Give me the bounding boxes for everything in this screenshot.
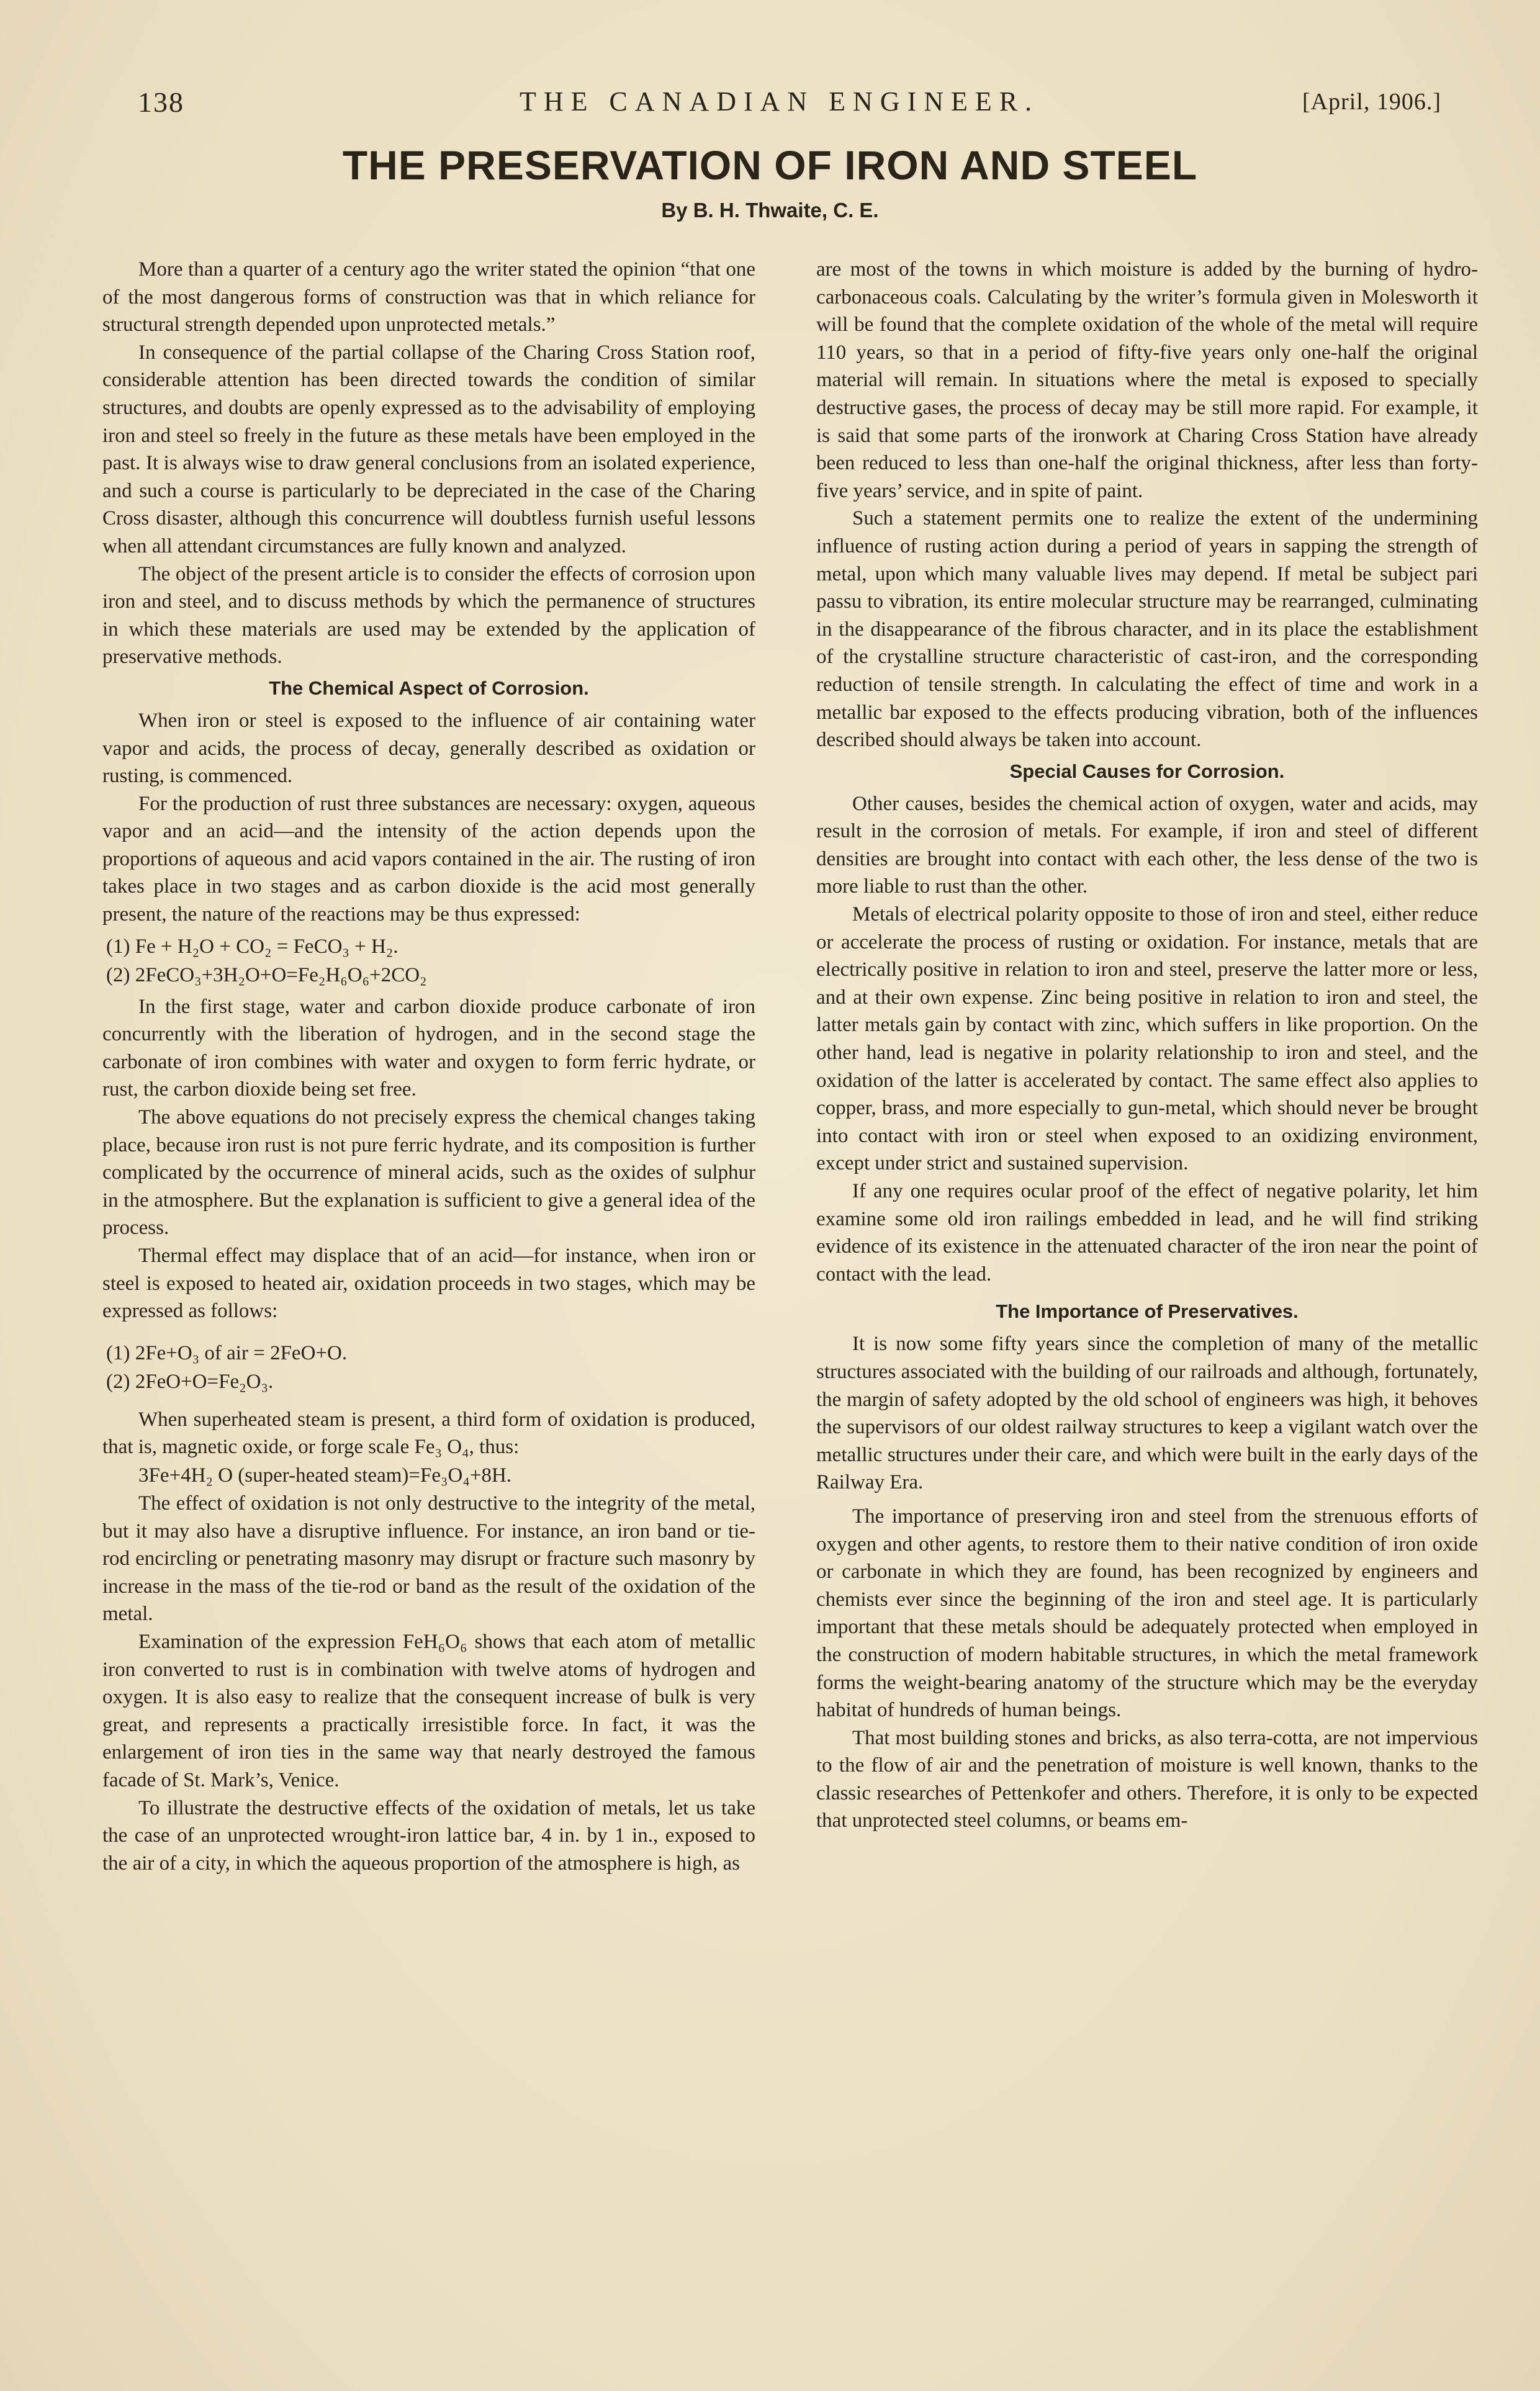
paragraph: When superheated steam is present, a third form of oxidation is produced, that is, magnetic oxide, or forge scale Fe₃ O₄, thus: [102,1408,755,1459]
section-heading: Special Causes for Corrosion. [1009,760,1285,782]
equation: (1) 2Fe+O₃ of air = 2FeO+O. [106,1341,348,1364]
running-head [138,86,1441,129]
article-byline: By B. H. Thwaite, C. E. [661,199,879,222]
paragraph: To illustrate the destructive effects of the oxidation of metals, let us take the case of an unprotected wrought-iron lattice bar, 4 in. by 1 in., exposed to the air of a city, in which the aqueous proportion of the atmosphere is high, as [102,1796,755,1875]
left-column [102,256,755,1877]
equation-block [102,1339,755,1396]
equation: 3Fe+4H₂ O (super-heated steam)=Fe₃O₄+8H. [138,1464,512,1487]
paragraph: are most of the towns in which moisture is added by the burning of hydro-carbonaceous coals. Calculating by the writer’s formula given in Molesworth it will be found that the complete oxidation of the whole of the metal will require 110 years, so that in a period of fifty-five years only one-half the original material will remain. In situations where the metal is exposed to specially destructive gases, the process of decay may be still more rapid. For example, it is said that some parts of the ironwork at Charing Cross Station have already been reduced to less than one-half the original thickness, after less than forty-five years’ service, and in spite of paint. [816,258,1478,502]
paragraph: In the first stage, water and carbon dioxide produce carbonate of iron concurrently with the liberation of hydrogen, and in the second stage the carbonate of iron combines with water and oxygen to form ferric hydrate, or rust, the carbon dioxide being set free. [102,995,755,1101]
equation: (2) 2FeCO₃+3H₂O+O=Fe₂H₆O₆+2CO₂ [106,963,427,986]
page-number: 138 [138,86,184,118]
right-column [816,256,1478,1835]
equation-block [102,932,755,989]
paragraph: It is now some fifty years since the completion of many of the metallic structures associated with the building of our railroads and although, fortunately, the margin of safety adopted by the old school of engineers was high, it behoves the supervisors of our oldest railway structures to keep a vigilant watch over the metallic structures under their care, and which were built in the early days of the Railway Era. [816,1333,1478,1494]
paragraph: In consequence of the partial collapse of the Charing Cross Station roof, considerable attention has been directed towards the condition of similar structures, and doubts are openly expressed as to the advisability of employing iron and steel so freely in the future as these metals have been employed in the past. It is always wise to draw general conclusions from an isolated experience, and such a course is particularly to be depreciated in the case of the Charing Cross disaster, although this concurrence will doubtless furnish useful lessons when all attendant circumstances are fully known and analyzed. [102,341,755,557]
paragraph: The object of the present article is to consider the effects of corrosion upon iron and steel, and to discuss methods by which the permanence of structures in which these materials are used may be extended by the application of preservative methods. [102,562,755,669]
paragraph: Other causes, besides the chemical action of oxygen, water and acids, may result in the corrosion of metals. For example, if iron and steel of different densities are brought into contact with each other, the less dense of the two is more liable to rust than the other. [816,792,1478,898]
paragraph: Such a statement permits one to realize the extent of the undermining influence of rusting action during a period of years in sapping the strength of metal, upon which many valuable lives may depend. If metal be subject pari passu to vibration, its entire molecular structure may be rearranged, culminating in the disappearance of the fibrous character, and in its place the establishment of the crystalline structure characteristic of cast-iron, and the corresponding reduction of tensile strength. In calculating the effect of time and work in a metallic bar exposed to the effects producing vibration, both of the influences described should always be taken into account. [816,507,1478,752]
paragraph: Metals of electrical polarity opposite to those of iron and steel, either reduce or accelerate the process of rusting or oxidation. For instance, metals that are electrically positive in relation to iron and steel, preserve the latter more or less, and at their own expense. Zinc being positive in relation to iron and steel, the latter metals gain by contact with zinc, which suffers in like proportion. On the other hand, lead is negative in polarity relationship to iron and steel, and the oxidation of the latter is accelerated by contact. The same effect also applies to copper, brass, and more especially to gun-metal, which should never be brought into contact with iron or steel when exposed to an oxidizing environment, except under strict and sustained supervision. [816,903,1478,1175]
equation-block [102,1461,755,1490]
paragraph: If any one requires ocular proof of the effect of negative polarity, let him examine some old iron railings embedded in lead, and he will find striking evidence of its existence in the attenuated character of the iron near the point of contact with the lead. [816,1180,1478,1286]
paragraph: When iron or steel is exposed to the influence of air containing water vapor and acids, the process of decay, generally described as oxidation or rusting, is commenced. [102,709,755,788]
paragraph: The effect of oxidation is not only destructive to the integrity of the metal, but it may also have a disruptive influence. For instance, an iron band or tie-rod encircling or penetrating masonry may disrupt or fracture such masonry by increase in the mass of the tie-rod or band as the result of the oxidation of the metal. [102,1492,755,1626]
section-heading: The Importance of Preservatives. [996,1300,1299,1323]
journal-title: THE CANADIAN ENGINEER. [520,86,1040,117]
paragraph: That most building stones and bricks, as also terra-cotta, are not impervious to the flow of air and the penetration of moisture is well known, thanks to the classic researches of Pettenkofer and others. Therefore, it is only to be expected that unprotected steel columns, or beams em- [816,1726,1478,1832]
paragraph: More than a quarter of a century ago the writer stated the opinion “that one of the most dangerous forms of construction was that in which reliance for structural strength depended upon unprotected metals.” [102,258,755,336]
equation: (2) 2FeO+O=Fe₂O₃. [106,1370,274,1393]
paragraph: The above equations do not precisely express the chemical changes taking place, because iron rust is not pure ferric hydrate, and its composition is further complicated by the occurrence of mineral acids, such as the oxides of sulphur in the atmosphere. But the explanation is sufficient to give a general idea of the process. [102,1106,755,1240]
issue-date: [April, 1906.] [1302,89,1441,115]
paragraph: The importance of preserving iron and steel from the strenuous efforts of oxygen and other agents, to restore them to their native condition of iron oxide or carbonate in which they are found, has been recognized by engineers and chemists ever since the beginning of the iron and steel age. It is particularly important that these metals should be adequately protected when employed in the construction of modern habitable structures, in which the metal framework forms the weight-bearing anatomy of the structure which may be the everyday habitat of hundreds of human beings. [816,1505,1478,1722]
equation: (1) Fe + H₂O + CO₂ = FeCO₃ + H₂. [106,935,399,958]
paragraph: Examination of the expression FeH₆O₆ shows that each atom of metallic iron converted to rust is in combination with twelve atoms of hydrogen and oxygen. It is also easy to realize that the consequent increase of bulk is very great, and represents a practically irresistible force. In fact, it was the enlargement of iron ties in the same way that nearly destroyed the famous facade of St. Mark’s, Venice. [102,1630,755,1791]
paragraph: For the production of rust three substances are necessary: oxygen, aqueous vapor and an acid—and the intensity of the action depends upon the proportions of aqueous and acid vapors contained in the air. The rusting of iron takes place in two stages and as carbon dioxide is the acid most generally present, the nature of the reactions may be thus expressed: [102,792,755,926]
paragraph: Thermal effect may displace that of an acid—for instance, when iron or steel is exposed to heated air, oxidation proceeds in two stages, which may be expressed as follows: [102,1245,755,1323]
section-heading: The Chemical Aspect of Corrosion. [269,677,589,699]
article-title: THE PRESERVATION OF IRON AND STEEL [342,142,1198,188]
